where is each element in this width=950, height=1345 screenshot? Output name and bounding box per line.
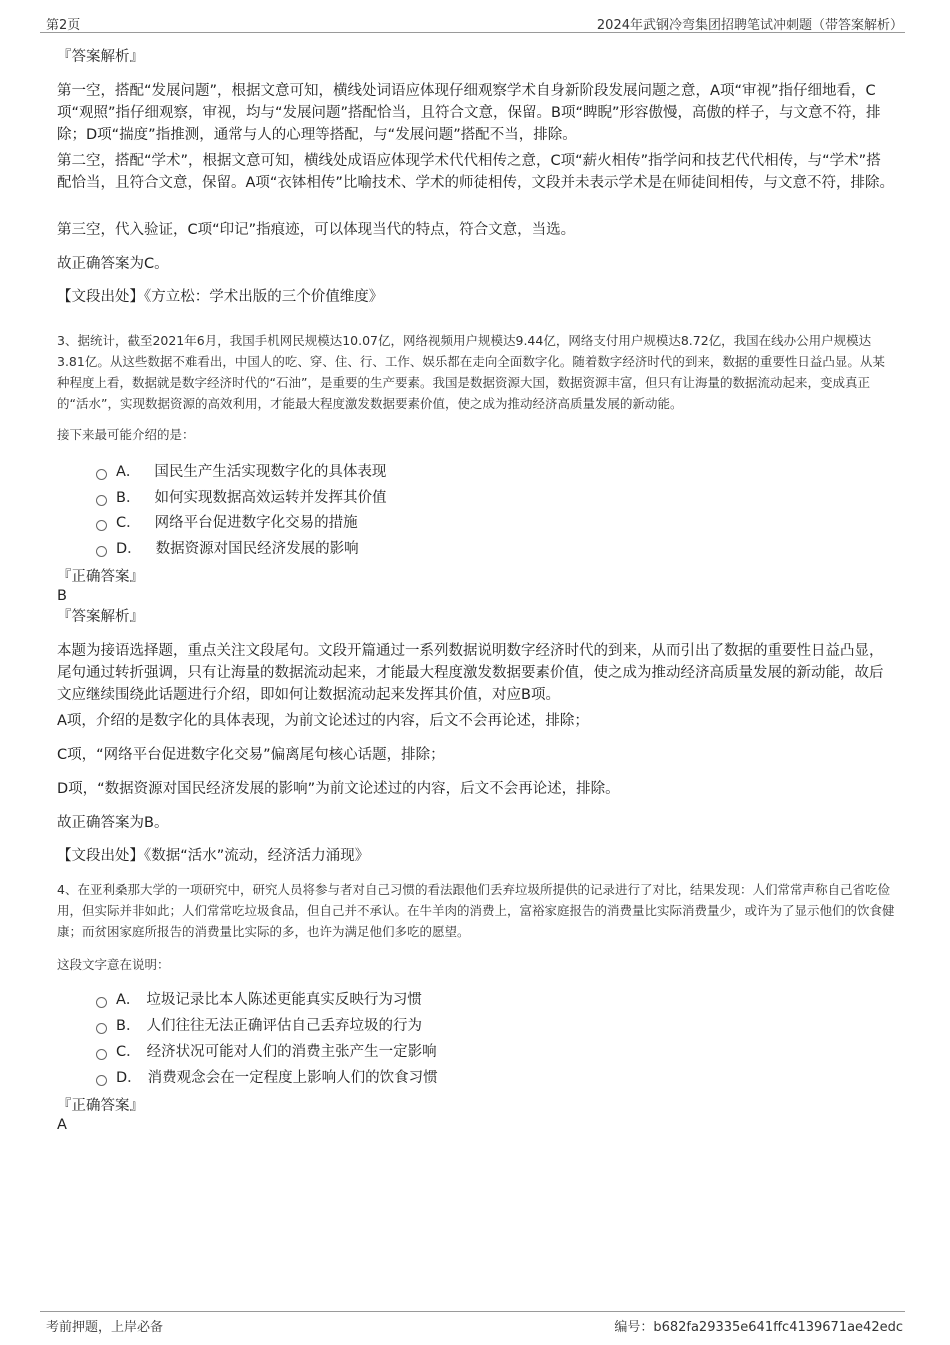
option-letter: D． (116, 541, 142, 557)
radio-icon[interactable] (96, 1075, 107, 1086)
option-letter: C． (116, 1044, 141, 1060)
option-letter: C． (116, 515, 141, 531)
q3-option-c[interactable] (96, 513, 358, 533)
q3-question: 接下来最可能介绍的是： (57, 427, 195, 442)
option-text: 国民生产生活实现数字化的具体表现 (154, 464, 387, 480)
page-number: 第2页 (46, 18, 81, 33)
option-text: 垃圾记录比本人陈述更能真实反映行为习惯 (146, 992, 422, 1008)
option-text: 数据资源对国民经济发展的影响 (155, 541, 359, 557)
q3-option-a[interactable] (96, 462, 386, 482)
q3-analysis-paragraph-4: D项，“数据资源对国民经济发展的影响”为前文论述过的内容，后文不会再论述，排除。 (57, 781, 620, 797)
q3-source: 【文段出处】《数据“活水”流动，经济活力涌现》 (57, 848, 370, 864)
option-letter: A． (116, 992, 141, 1008)
q2-conclusion: 故正确答案为C。 (57, 256, 169, 272)
q3-analysis-paragraph-2: A项，介绍的是数字化的具体表现，为前文论述过的内容，后文不会再论述，排除； (57, 713, 589, 729)
radio-icon[interactable] (96, 546, 107, 557)
q3-analysis-paragraph-3: C项，“网络平台促进数字化交易”偏离尾句核心话题，排除； (57, 747, 445, 763)
q2-source: 【文段出处】《方立松：学术出版的三个价值维度》 (57, 289, 384, 305)
option-letter: B． (116, 490, 141, 506)
q3-analysis-paragraph-1: 本题为接语选择题，重点关注文段尾句。文段开篇通过一系列数据说明数字经济时代的到来，从而引出了数据的重要性日益凸显，尾句通过转折强调，只有让海量的数据流动起来，才能最大程度激发数据要素价值，使之成为推动经济高质量发展的新动能，故后文应继续围绕此话题进行介绍，即如何让数据流动起来发挥其价值，对应B项。 (57, 643, 884, 703)
radio-icon[interactable] (96, 1049, 107, 1060)
q4-option-b[interactable] (96, 1016, 422, 1036)
option-text: 如何实现数据高效运转并发挥其价值 (154, 490, 387, 506)
q2-analysis-paragraph-1: 第一空，搭配“发展问题”，根据文意可知，横线处词语应体现仔细观察学术自身新阶段发展问题之意，A项“审视”指仔细地看，C项“观照”指仔细观察，审视，均与“发展问题”搭配恰当，且符合文意，保留。B项“睥睨”形容傲慢，高傲的样子，与文意不符，排除；D项“揣度”指推测，通常与人的心理等搭配，与“发展问题”搭配不当，排除。 (57, 83, 881, 143)
page-footer (40, 1311, 905, 1336)
q3-analysis-label: 『答案解析』 (57, 609, 144, 625)
q2-analysis-paragraph-3: 第三空，代入验证，C项“印记”指痕迹，可以体现当代的特点，符合文意，当选。 (57, 222, 576, 238)
q4-answer-label: 『正确答案』 (57, 1098, 144, 1114)
q3-option-b[interactable] (96, 488, 386, 508)
q4-answer: A (57, 1117, 67, 1133)
option-letter: B． (116, 1018, 141, 1034)
radio-icon[interactable] (96, 495, 107, 506)
option-text: 人们往往无法正确评估自己丢弃垃圾的行为 (146, 1018, 422, 1034)
radio-icon[interactable] (96, 469, 107, 480)
q4-question: 这段文字意在说明： (57, 957, 170, 972)
q4-option-a[interactable] (96, 990, 422, 1010)
q3-option-d[interactable] (96, 539, 359, 559)
document-id: 编号：b682fa29335e641ffc4139671ae42edc (614, 1320, 903, 1335)
q4-option-d[interactable] (96, 1068, 438, 1088)
q2-analysis-label: 『答案解析』 (57, 49, 144, 65)
radio-icon[interactable] (96, 1023, 107, 1034)
q4-option-c[interactable] (96, 1042, 437, 1062)
q4-stem: 4、在亚利桑那大学的一项研究中，研究人员将参与者对自己习惯的看法跟他们丢弃垃圾所提供的记录进行了对比，结果发现：人们常常声称自己省吃俭用，但实际并非如此；人们常常吃垃圾食品，但自己并不承认。在牛羊肉的消费上，富裕家庭报告的消费量比实际消费量少，或许为了显示他们的饮食健康；而贫困家庭所报告的消费量比实际的多，也许为满足他们多吃的愿望。 (57, 882, 895, 939)
footer-slogan: 考前押题，上岸必备 (46, 1320, 164, 1335)
option-text: 经济状况可能对人们的消费主张产生一定影响 (146, 1044, 437, 1060)
q3-answer-label: 『正确答案』 (57, 569, 144, 585)
q2-analysis-paragraph-2: 第二空，搭配“学术”，根据文意可知，横线处成语应体现学术代代相传之意，C项“薪火相传”指学问和技艺代代相传，与“学术”搭配恰当，且符合文意，保留。A项“衣钵相传”比喻技术、学术的师徒相传，文段并未表示学术是在师徒间相传，与文意不符，排除。 (57, 153, 894, 191)
option-text: 消费观念会在一定程度上影响人们的饮食习惯 (147, 1070, 438, 1086)
q3-answer: B (57, 588, 67, 604)
option-letter: D． (116, 1070, 142, 1086)
radio-icon[interactable] (96, 997, 107, 1008)
page-header (40, 12, 905, 33)
q3-stem: 3、据统计，截至2021年6月，我国手机网民规模达10.07亿，网络视频用户规模达9.44亿，网络支付用户规模达8.72亿，我国在线办公用户规模达3.81亿。从这些数据不难看出，中国人的吃、穿、住、行、工作、娱乐都在走向全面数字化。随着数字经济时代的到来，数据的重要性日益凸显。从某种程度上看，数据就是数字经济时代的“石油”，是重要的生产要素。我国是数据资源大国，数据资源丰富，但只有让海量的数据流动起来，变成真正的“活水”，实现数据资源的高效利用，才能最大程度激发数据要素价值，使之成为推动经济高质量发展的新动能。 (57, 333, 885, 411)
q3-conclusion: 故正确答案为B。 (57, 815, 169, 831)
radio-icon[interactable] (96, 520, 107, 531)
document-title: 2024年武钢冷弯集团招聘笔试冲刺题（带答案解析） (596, 18, 903, 33)
option-letter: A． (116, 464, 141, 480)
option-text: 网络平台促进数字化交易的措施 (154, 515, 358, 531)
